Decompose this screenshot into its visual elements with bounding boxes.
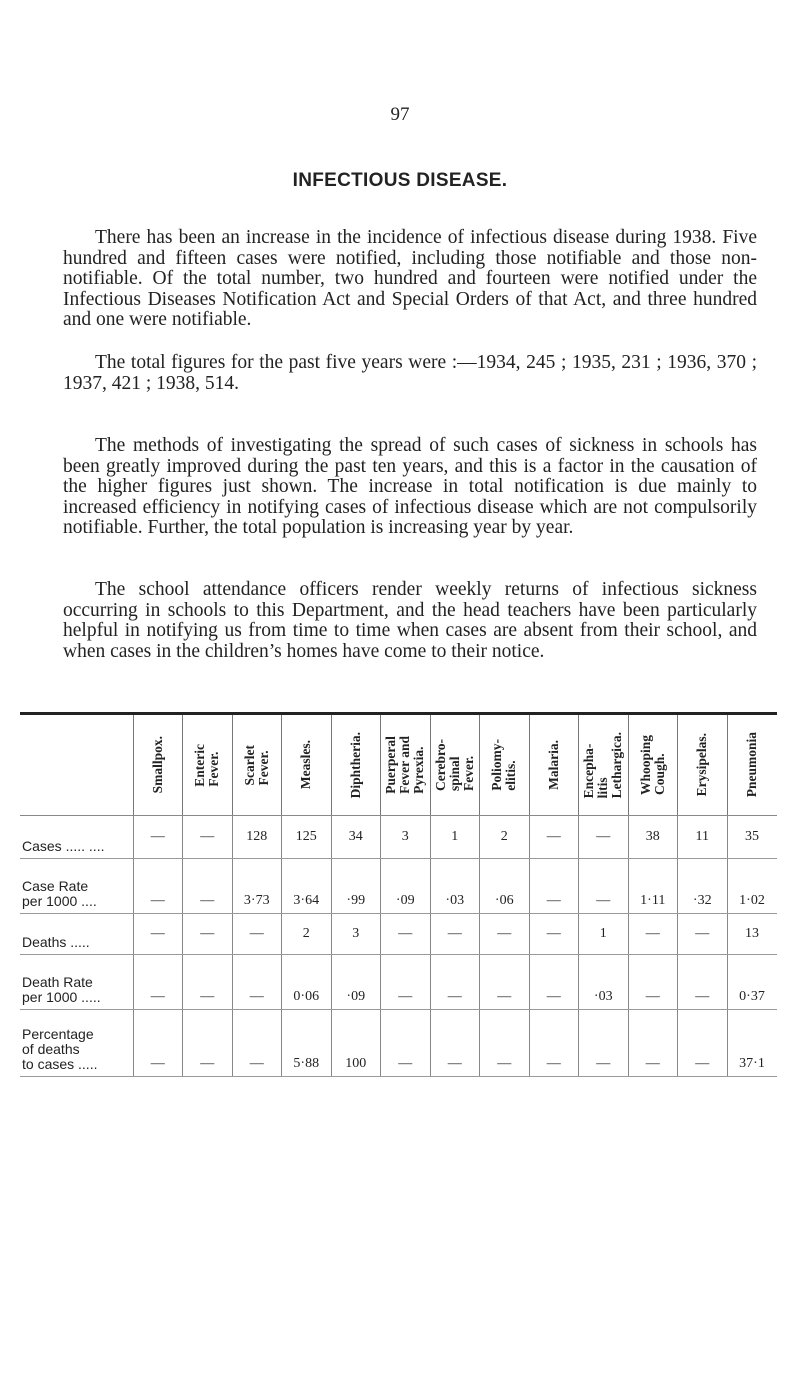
table-cell: 128 bbox=[232, 816, 282, 859]
column-header: Pneumonia bbox=[727, 714, 777, 816]
column-header: Scarlet Fever. bbox=[232, 714, 282, 816]
table-cell: 3 bbox=[331, 914, 381, 955]
table-cell: 35 bbox=[727, 816, 777, 859]
table-cell: 38 bbox=[628, 816, 678, 859]
table-row bbox=[20, 914, 777, 955]
table-cell: 100 bbox=[331, 1010, 381, 1077]
table-cell: — bbox=[529, 816, 579, 859]
table-cell: — bbox=[628, 914, 678, 955]
table-cell: — bbox=[430, 914, 480, 955]
table-cell: — bbox=[232, 1010, 282, 1077]
table-cell: 0·06 bbox=[282, 955, 332, 1010]
table-cell: — bbox=[381, 914, 431, 955]
table-cell: — bbox=[183, 859, 233, 914]
table-cell: 13 bbox=[727, 914, 777, 955]
table-cell: 1·11 bbox=[628, 859, 678, 914]
column-header: Poliomy- elitis. bbox=[480, 714, 530, 816]
column-header: Diphtheria. bbox=[331, 714, 381, 816]
table-header-row bbox=[20, 714, 777, 816]
table-cell: — bbox=[133, 914, 183, 955]
table-cell: — bbox=[133, 859, 183, 914]
table-cell: 3 bbox=[381, 816, 431, 859]
table-cell: — bbox=[480, 955, 530, 1010]
table-cell: — bbox=[678, 914, 728, 955]
paragraph: The total figures for the past five years were :—1934, 245 ; 1935, 231 ; 1936, 370 ; 1937, 421 ; 1938, 514. bbox=[63, 352, 757, 394]
table-cell: — bbox=[183, 1010, 233, 1077]
page-title: INFECTIOUS DISEASE. bbox=[292, 170, 508, 191]
table-cell: 1·02 bbox=[727, 859, 777, 914]
table-cell: 11 bbox=[678, 816, 728, 859]
column-header: Whooping Cough. bbox=[628, 714, 678, 816]
table-cell: 34 bbox=[331, 816, 381, 859]
table-cell: — bbox=[183, 914, 233, 955]
column-header: Smallpox. bbox=[133, 714, 183, 816]
table-cell: ·09 bbox=[331, 955, 381, 1010]
table-cell: ·03 bbox=[430, 859, 480, 914]
page-number: 97 bbox=[390, 104, 410, 125]
table-cell: 1 bbox=[430, 816, 480, 859]
table-cell: 3·73 bbox=[232, 859, 282, 914]
table-cell: 5·88 bbox=[282, 1010, 332, 1077]
table-row bbox=[20, 1010, 777, 1077]
row-label: Cases ..... .... bbox=[20, 816, 133, 859]
table-cell: 3·64 bbox=[282, 859, 332, 914]
column-header: Erysipelas. bbox=[678, 714, 728, 816]
table-cell: — bbox=[133, 1010, 183, 1077]
table-cell: ·09 bbox=[381, 859, 431, 914]
table-cell: 1 bbox=[579, 914, 629, 955]
table-cell: — bbox=[579, 859, 629, 914]
table-cell: 0·37 bbox=[727, 955, 777, 1010]
row-label: Percentage of deaths to cases ..... bbox=[20, 1010, 133, 1077]
table-cell: ·32 bbox=[678, 859, 728, 914]
table-cell: — bbox=[430, 1010, 480, 1077]
table-row bbox=[20, 816, 777, 859]
table-cell: 37·1 bbox=[727, 1010, 777, 1077]
table-cell: — bbox=[678, 955, 728, 1010]
paragraph: There has been an increase in the incidence of infectious disease during 1938. Five hundred and fifteen cases were notified, including those notifiable and those non-notifiable. Of the total number, two hundred and fourteen were notified under the Infectious Diseases Notification Act and Special Orders of that Act, and three hundred and one were notifiable. bbox=[63, 227, 757, 330]
table-row bbox=[20, 859, 777, 914]
table-cell: — bbox=[381, 955, 431, 1010]
column-header: Puerperal Fever and Pyrexia. bbox=[381, 714, 431, 816]
table-cell: ·03 bbox=[579, 955, 629, 1010]
table-cell: — bbox=[628, 1010, 678, 1077]
table-cell: — bbox=[381, 1010, 431, 1077]
table-cell: — bbox=[579, 816, 629, 859]
table-cell: 2 bbox=[282, 914, 332, 955]
table-cell: — bbox=[480, 1010, 530, 1077]
infectious-disease-table bbox=[20, 712, 777, 1077]
table-cell: — bbox=[183, 816, 233, 859]
table-cell: — bbox=[133, 816, 183, 859]
table-cell: — bbox=[232, 955, 282, 1010]
table-cell: — bbox=[529, 1010, 579, 1077]
row-label: Deaths ..... bbox=[20, 914, 133, 955]
table-cell: — bbox=[133, 955, 183, 1010]
column-header: Encepha- litis Lethargica. bbox=[579, 714, 629, 816]
table-cell: 2 bbox=[480, 816, 530, 859]
table-cell: — bbox=[183, 955, 233, 1010]
table-cell: — bbox=[529, 914, 579, 955]
table-cell: — bbox=[678, 1010, 728, 1077]
paragraph: The school attendance officers render weekly returns of infectious sickness occurring in schools to this Department, and the head teachers have been particularly helpful in notifying us from time to time when cases are absent from their school, and when cases in the children’s homes have come to their notice. bbox=[63, 579, 757, 662]
column-header: Enteric Fever. bbox=[183, 714, 233, 816]
row-label: Death Rate per 1000 ..... bbox=[20, 955, 133, 1010]
table-cell: — bbox=[628, 955, 678, 1010]
table-cell: — bbox=[232, 914, 282, 955]
table-corner bbox=[20, 714, 133, 816]
table-cell: — bbox=[529, 955, 579, 1010]
table-cell: — bbox=[579, 1010, 629, 1077]
row-label: Case Rate per 1000 .... bbox=[20, 859, 133, 914]
column-header: Cerebro- spinal Fever. bbox=[430, 714, 480, 816]
table-cell: 125 bbox=[282, 816, 332, 859]
table-cell: ·99 bbox=[331, 859, 381, 914]
table-cell: — bbox=[430, 955, 480, 1010]
column-header: Malaria. bbox=[529, 714, 579, 816]
table-cell: — bbox=[529, 859, 579, 914]
table-cell: ·06 bbox=[480, 859, 530, 914]
paragraph: The methods of investigating the spread of such cases of sickness in schools has been greatly improved during the past ten years, and this is a factor in the causation of the higher figures just shown. The increase in total notification is due mainly to increased efficiency in notifying cases of infectious disease which are not compulsorily notifiable. Further, the total population is increasing year by year. bbox=[63, 435, 757, 538]
column-header: Measles. bbox=[282, 714, 332, 816]
table-row bbox=[20, 955, 777, 1010]
table-cell: — bbox=[480, 914, 530, 955]
